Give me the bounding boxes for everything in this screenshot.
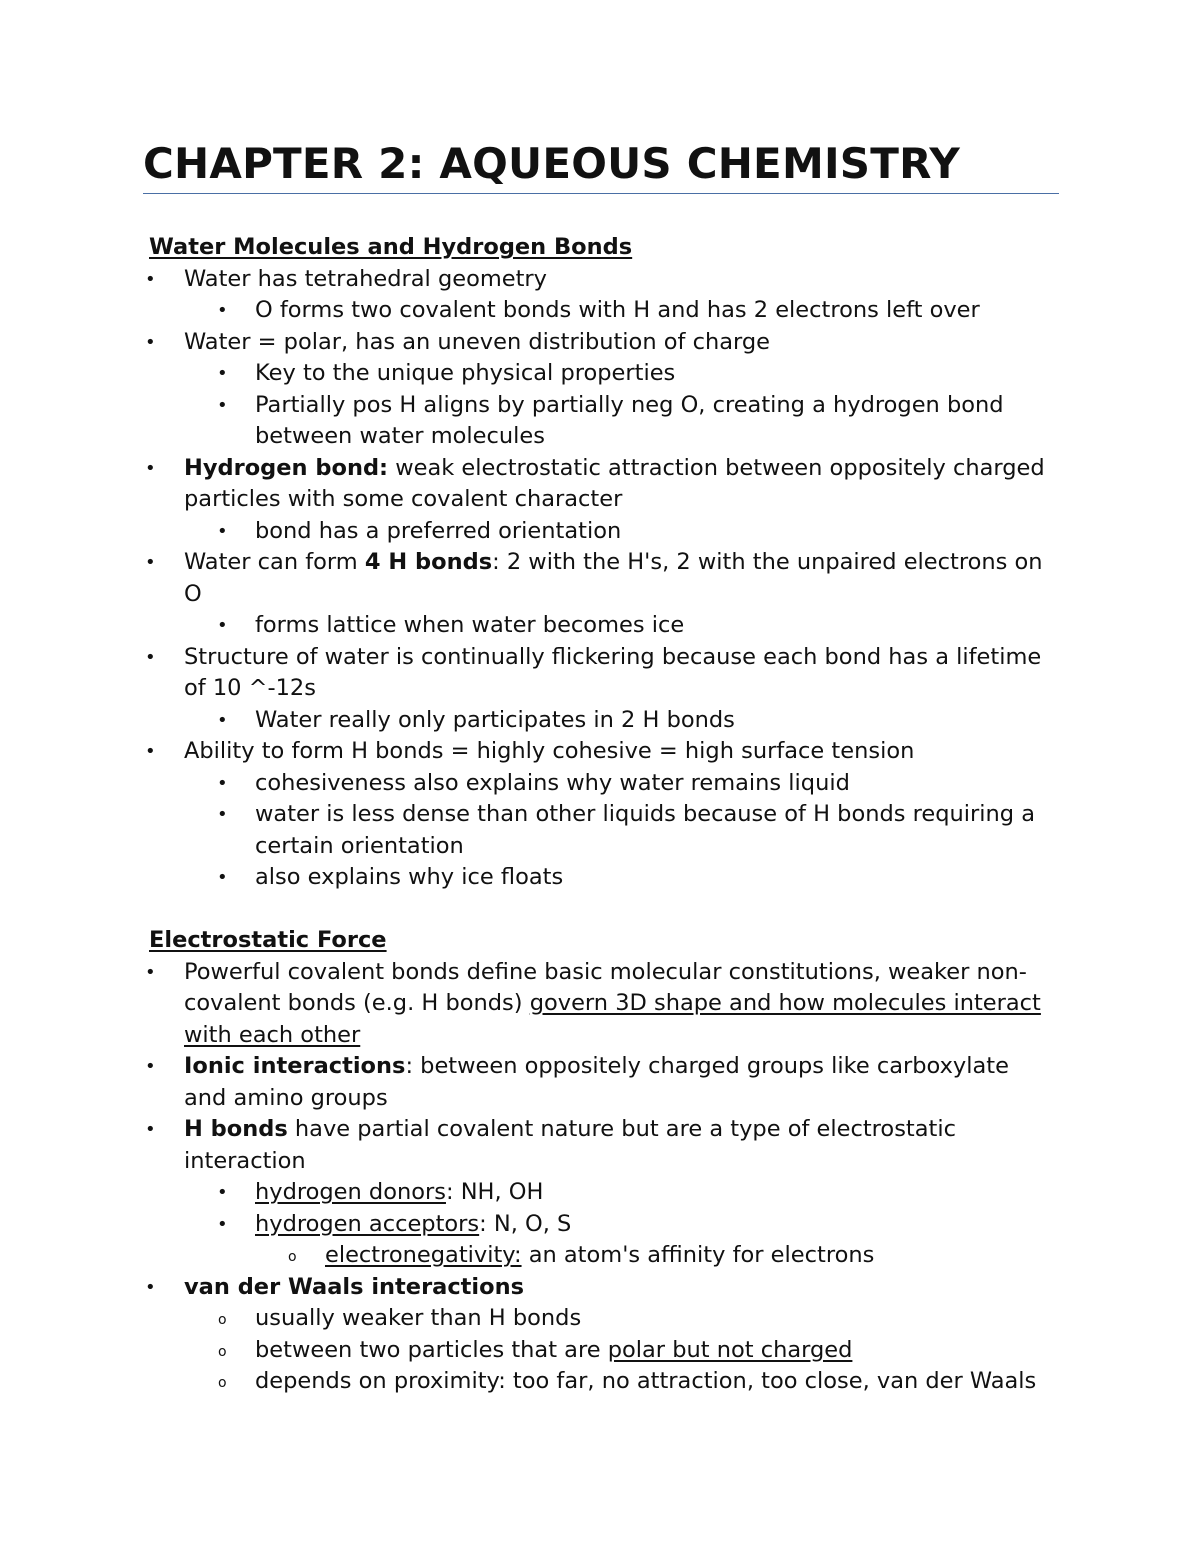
term-h-bonds: H bonds: [184, 1116, 288, 1142]
list-item: • Water really only participates in 2 H bonds: [0, 705, 1200, 737]
bullet-dot: •: [145, 741, 156, 762]
bullet-dot: •: [145, 1276, 156, 1298]
bullet-dot: •: [145, 646, 156, 668]
list-item: • Hydrogen bond: weak electrostatic attraction between oppositely charged: [0, 453, 1200, 485]
bullet-circle: o: [288, 1249, 297, 1265]
bullet-dot: •: [217, 615, 228, 636]
bullet-dot: •: [145, 1119, 156, 1140]
list-item: • water is less dense than other liquids because of H bonds requiring a: [0, 799, 1200, 831]
list-item: • bond has a preferred orientation: [0, 516, 1200, 548]
bullet-circle: o: [218, 1343, 227, 1360]
bullet-dot: •: [217, 300, 228, 321]
list-item: o usually weaker than H bonds: [0, 1303, 1200, 1335]
bullet-dot: •: [217, 1213, 228, 1235]
list-item: • hydrogen acceptors: N, O, S: [0, 1209, 1200, 1241]
list-item-continuation: particles with some covalent character: [184, 486, 623, 512]
list-item: • hydrogen donors: NH, OH: [0, 1177, 1200, 1209]
document-body: [0, 232, 1200, 1398]
bullet-circle: o: [218, 1375, 227, 1391]
list-item-continuation: certain orientation: [255, 832, 464, 859]
list-item: • Water can form 4 H bonds: 2 with the H's, 2 with the unpaired electrons on: [0, 547, 1200, 579]
bullet-dot: •: [217, 772, 228, 794]
bullet-dot: •: [217, 394, 228, 416]
term-hydrogen-bond: Hydrogen bond:: [184, 454, 389, 481]
bullet-dot: •: [217, 709, 228, 731]
bullet-dot: •: [145, 961, 156, 983]
section-heading-water-molecules: Water Molecules and Hydrogen Bonds: [149, 234, 633, 260]
list-item-continuation: with each other: [184, 1021, 361, 1048]
bullet-dot: •: [217, 1182, 228, 1203]
list-item: [0, 1272, 1200, 1304]
list-item: • Partially pos H aligns by partially neg O, creating a hydrogen bond: [0, 390, 1200, 422]
bullet-dot: •: [145, 457, 156, 479]
bullet-dot: •: [217, 867, 228, 888]
section-heading-electrostatic-force: Electrostatic Force: [149, 927, 387, 953]
list-item-continuation: and amino groups: [184, 1084, 388, 1111]
list-item: • Structure of water is continually flickering because each bond has a lifetime: [0, 642, 1200, 674]
list-item: • cohesiveness also explains why water remains liquid: [0, 768, 1200, 800]
list-item-continuation: between water molecules: [255, 423, 545, 449]
term-ionic-interactions: Ionic interactions: [184, 1053, 406, 1079]
list-item: • O forms two covalent bonds with H and has 2 electrons left over: [0, 295, 1200, 327]
list-item-continuation: O: [184, 580, 202, 607]
list-item: • H bonds have partial covalent nature but are a type of electrostatic: [0, 1114, 1200, 1146]
list-item-continuation: of 10 ^-12s: [184, 675, 316, 701]
bullet-dot: •: [217, 520, 228, 542]
list-item: o electronegativity: an atom's affinity for electrons: [0, 1240, 1200, 1272]
list-item: • Key to the unique physical properties: [0, 358, 1200, 390]
title-underline-rule: [143, 193, 1059, 194]
bullet-dot: •: [217, 363, 228, 384]
list-item: • Powerful covalent bonds define basic molecular constitutions, weaker non-: [0, 957, 1200, 989]
term-van-der-waals: van der Waals interactions: [184, 1273, 525, 1300]
bullet-circle: o: [218, 1312, 227, 1328]
bullet-dot: •: [145, 268, 156, 290]
list-item: • Water has tetrahedral geometry: [0, 264, 1200, 296]
section-spacer: [0, 894, 1200, 926]
list-item: • also explains why ice floats: [0, 862, 1200, 894]
list-item: o between two particles that are polar but not charged: [0, 1335, 1200, 1367]
list-item: • forms lattice when water becomes ice: [0, 610, 1200, 642]
list-item: • Water = polar, has an uneven distribution of charge: [0, 327, 1200, 359]
chapter-title: CHAPTER 2: AQUEOUS CHEMISTRY: [143, 139, 960, 188]
term-4-h-bonds: 4 H bonds: [364, 549, 493, 575]
list-item: • Ability to form H bonds = highly cohesive = high surface tension: [0, 736, 1200, 768]
bullet-dot: •: [145, 1056, 156, 1077]
list-item: o depends on proximity: too far, no attraction, too close, van der Waals: [0, 1366, 1200, 1398]
bullet-dot: •: [217, 804, 228, 825]
bullet-dot: •: [145, 552, 156, 573]
list-item-continuation: interaction: [184, 1147, 306, 1174]
list-item: • Ionic interactions: between oppositely charged groups like carboxylate: [0, 1051, 1200, 1083]
list-item-continuation: covalent bonds (e.g. H bonds) govern 3D shape and how molecules interact: [184, 990, 1041, 1016]
bullet-dot: •: [145, 331, 156, 353]
